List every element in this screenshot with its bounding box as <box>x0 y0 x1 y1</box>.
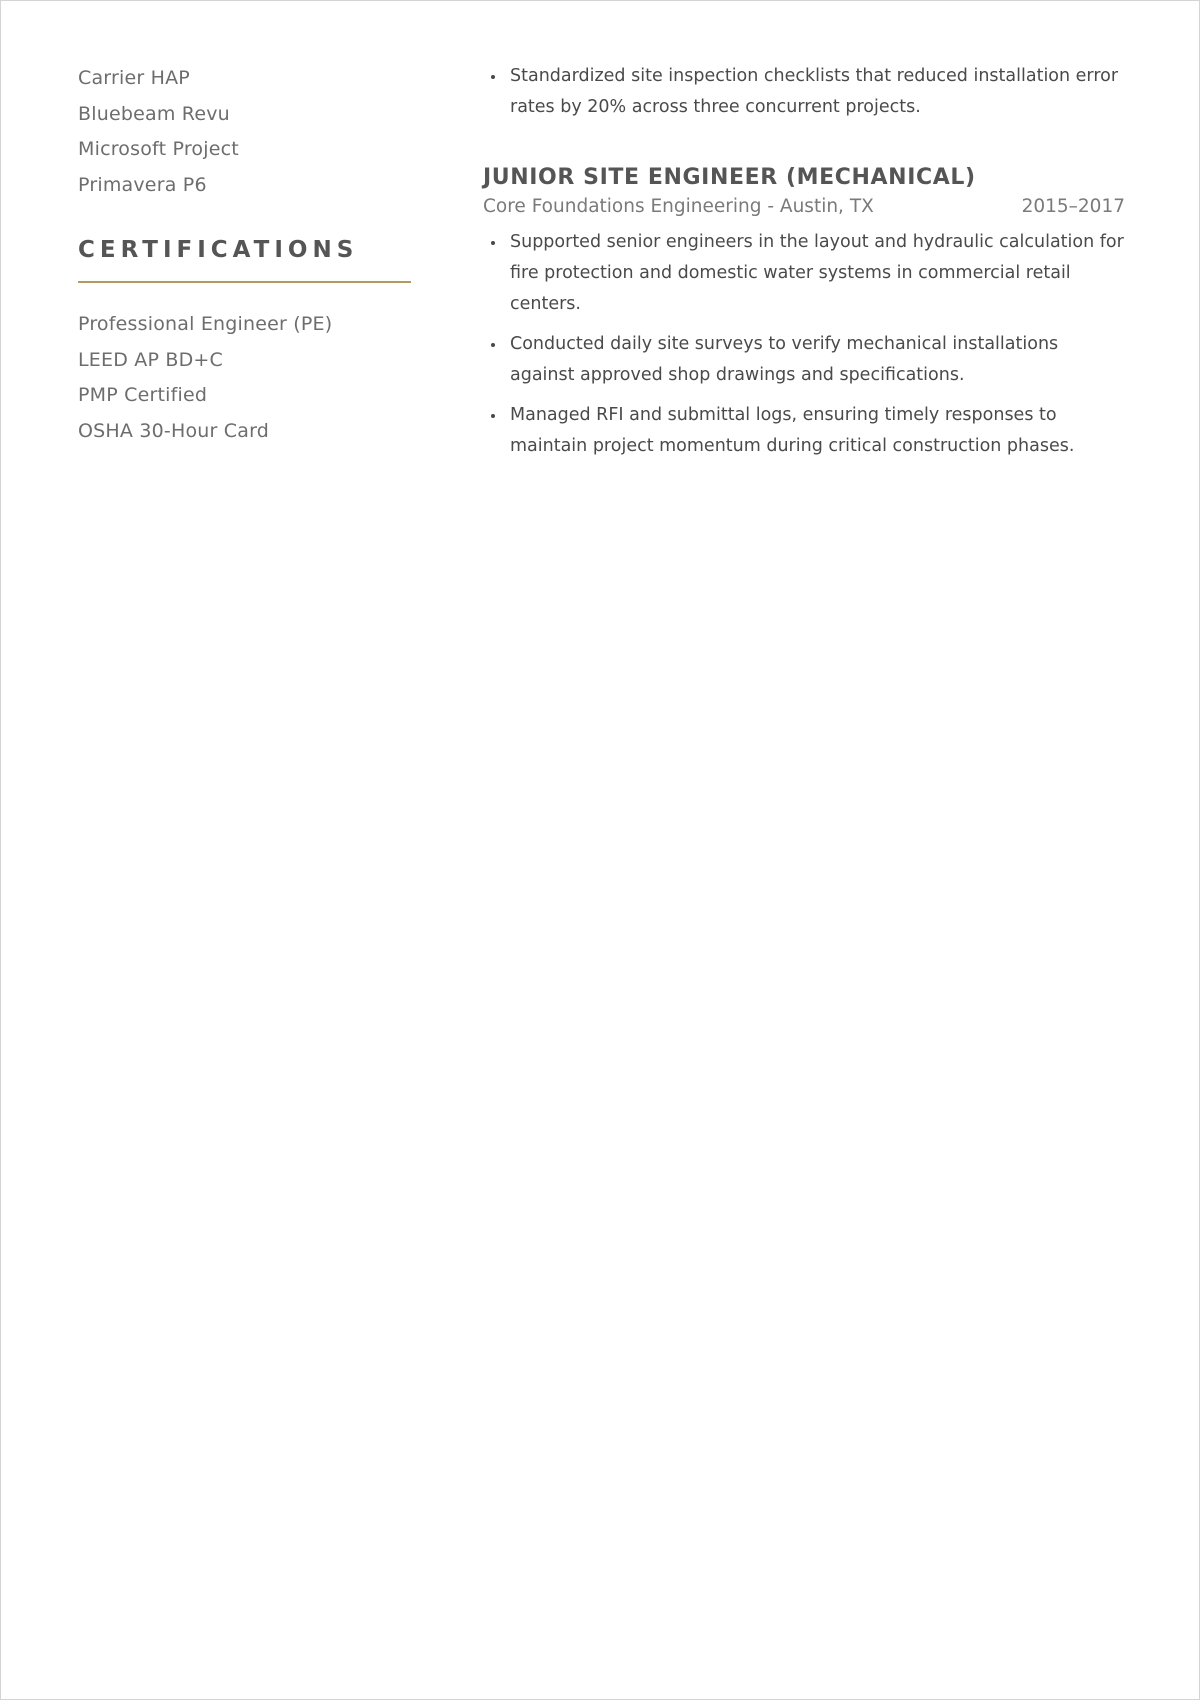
bullet-text: Conducted daily site surveys to verify mechanical installations against approved shop drawings and specifications. <box>510 334 1059 385</box>
software-skills-list <box>78 61 411 203</box>
bullet-text: Managed RFI and submittal logs, ensuring timely responses to maintain project momentum during critical construction phases. <box>510 405 1075 456</box>
job-entry <box>483 163 1125 462</box>
bullet-text: Supported senior engineers in the layout and hydraulic calculation for fire protection and domestic water systems in commercial retail centers. <box>510 232 1124 314</box>
bullet-dot-icon <box>491 343 495 347</box>
certification-item: LEED AP BD+C <box>78 348 224 371</box>
certifications-list <box>78 307 411 449</box>
certifications-divider <box>78 281 411 283</box>
certification-item: PMP Certified <box>78 384 208 406</box>
job-company: Core Foundations Engineering - Austin, TX <box>483 196 874 217</box>
job-title: JUNIOR SITE ENGINEER (MECHANICAL) <box>483 165 976 190</box>
certifications-heading: CERTIFICATIONS <box>78 237 359 263</box>
job-dates: 2015–2017 <box>1021 196 1125 217</box>
certification-item: Professional Engineer (PE) <box>78 313 333 335</box>
bullet-item <box>483 61 1125 123</box>
skill-item: Microsoft Project <box>78 138 239 160</box>
left-column <box>78 61 411 449</box>
skill-item: Primavera P6 <box>78 173 207 196</box>
bullet-item <box>483 329 1125 391</box>
bullet-item <box>483 227 1125 320</box>
bullet-dot-icon <box>491 241 495 245</box>
job-bullets <box>483 227 1125 462</box>
bullet-dot-icon <box>491 75 495 79</box>
previous-job-bullets <box>483 61 1125 123</box>
bullet-dot-icon <box>491 414 495 418</box>
bullet-item <box>483 400 1125 462</box>
skill-item: Carrier HAP <box>78 67 190 89</box>
right-column <box>483 61 1125 471</box>
skill-item: Bluebeam Revu <box>78 102 230 125</box>
job-meta <box>483 193 1125 221</box>
certification-item: OSHA 30-Hour Card <box>78 419 270 442</box>
bullet-text: Standardized site inspection checklists that reduced installation error rates by 20% across three concurrent projects. <box>510 66 1119 117</box>
